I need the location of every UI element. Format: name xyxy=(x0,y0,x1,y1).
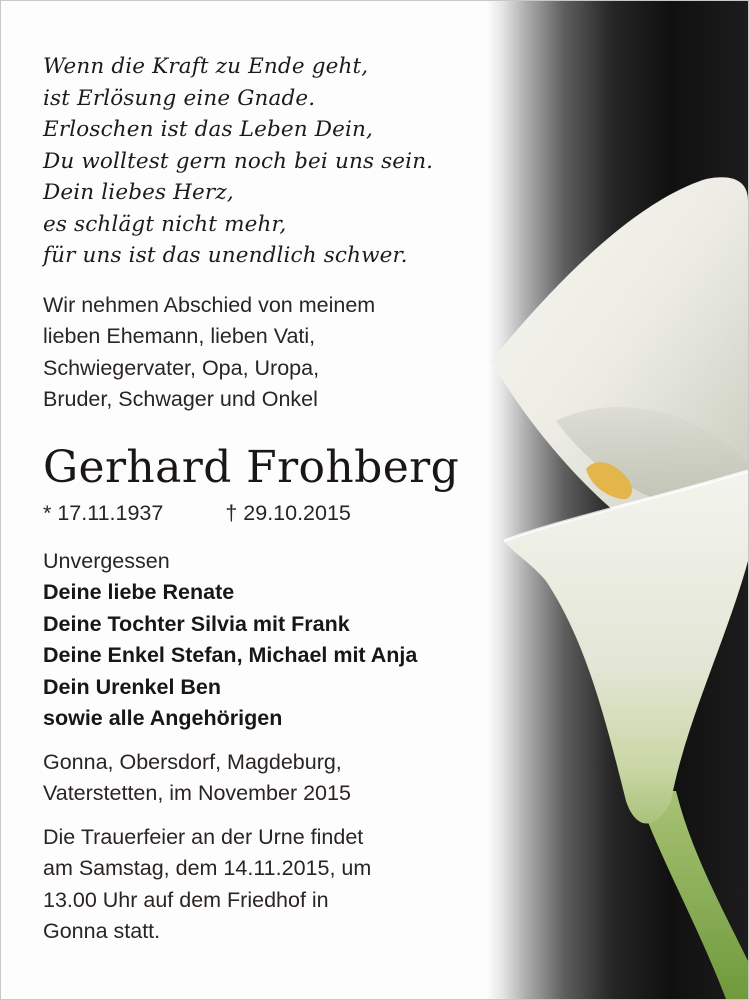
poem-line: für uns ist das unendlich schwer. xyxy=(43,243,408,268)
notice-text xyxy=(43,51,493,948)
ceremony-line: am Samstag, dem 14.11.2015, um xyxy=(43,856,372,880)
survivors-heading: Unvergessen xyxy=(43,548,170,573)
poem-line: es schlägt nicht mehr, xyxy=(43,211,287,237)
intro-line: Schwiegervater, Opa, Uropa, xyxy=(43,355,320,380)
birth-date: * 17.11.1937 xyxy=(43,500,164,525)
survivor-line: sowie alle Angehörigen xyxy=(43,706,283,730)
deceased-name: Gerhard Frohberg xyxy=(43,441,460,493)
poem-line: ist Erlösung eine Gnade. xyxy=(43,85,316,111)
poem-line: Du wolltest gern noch bei uns sein. xyxy=(43,148,434,174)
place-and-date xyxy=(43,747,493,810)
survivor-line: Dein Urenkel Ben xyxy=(43,674,222,699)
survivor-line: Deine Enkel Stefan, Michael mit Anja xyxy=(43,643,418,667)
poem xyxy=(43,51,493,272)
poem-line: Erloschen ist das Leben Dein, xyxy=(43,117,373,142)
stem-shape xyxy=(636,791,748,999)
place-line: Vaterstetten, im November 2015 xyxy=(43,781,351,805)
survivors xyxy=(43,546,493,735)
intro-line: lieben Ehemann, lieben Vati, xyxy=(43,324,316,348)
survivor-line: Deine Tochter Silvia mit Frank xyxy=(43,611,350,636)
survivor-line: Deine liebe Renate xyxy=(43,580,235,604)
ceremony-line: Die Trauerfeier an der Urne findet xyxy=(43,824,364,849)
place-line: Gonna, Obersdorf, Magdeburg, xyxy=(43,749,342,774)
intro-line: Bruder, Schwager und Onkel xyxy=(43,387,318,411)
farewell-intro xyxy=(43,290,493,416)
spathe-front xyxy=(504,471,748,824)
life-dates xyxy=(43,498,493,528)
calla-lily-panel xyxy=(486,1,748,999)
death-date: † 29.10.2015 xyxy=(225,500,351,525)
ceremony-line: Gonna statt. xyxy=(43,919,161,943)
funeral-details xyxy=(43,822,493,948)
ceremony-line: 13.00 Uhr auf dem Friedhof in xyxy=(43,887,329,912)
calla-lily-image xyxy=(486,1,748,999)
intro-line: Wir nehmen Abschied von meinem xyxy=(43,292,376,317)
poem-line: Wenn die Kraft zu Ende geht, xyxy=(43,54,369,79)
poem-line: Dein liebes Herz, xyxy=(43,180,234,205)
